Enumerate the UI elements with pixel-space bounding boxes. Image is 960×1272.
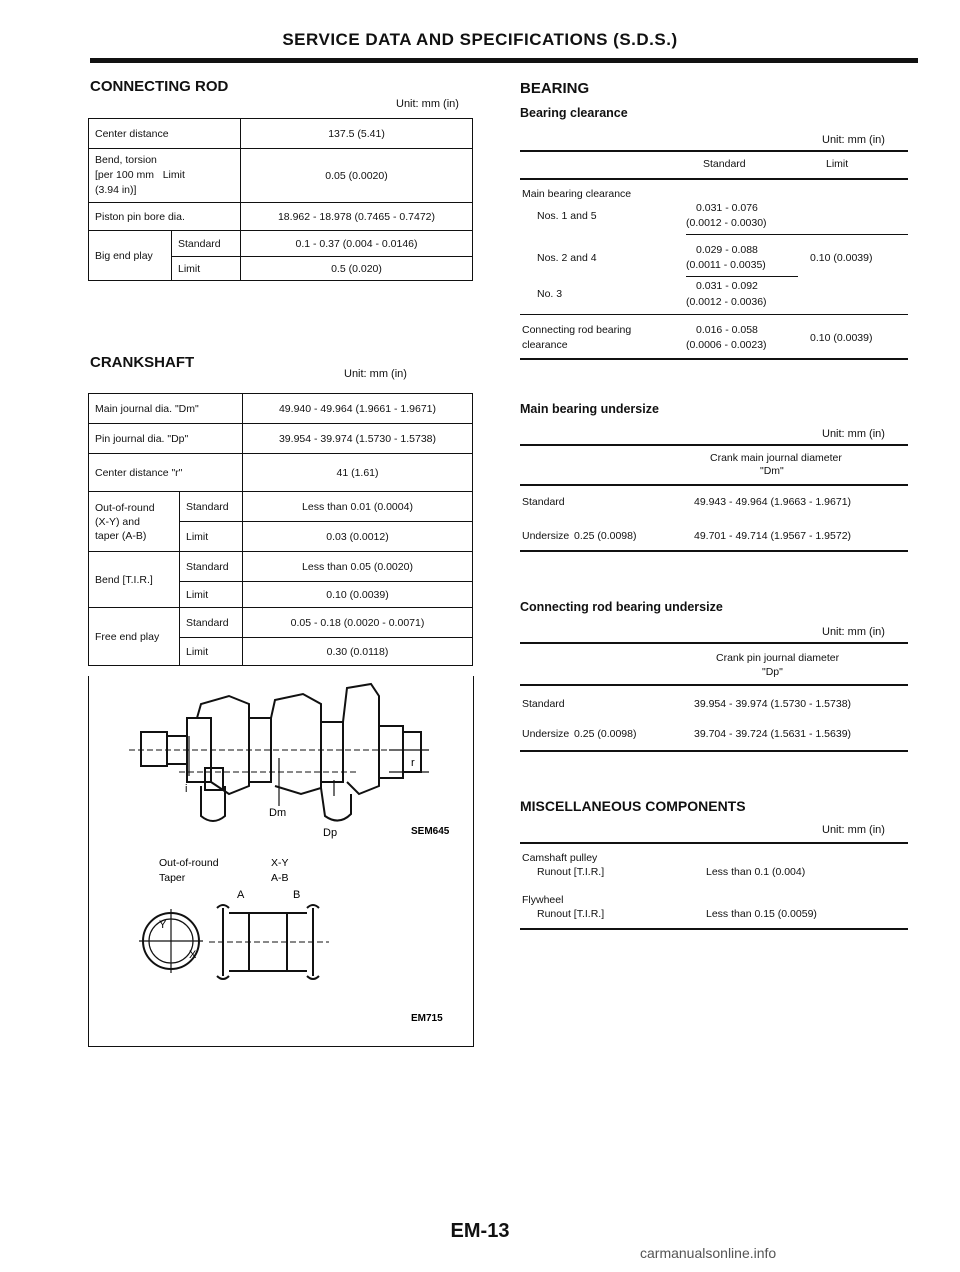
bc-conrod-label1: Connecting rod bearing [522,324,632,336]
fig-taper-value: A-B [271,872,289,884]
cs-oor-label: Out-of-round (X-Y) and taper (A-B) [89,492,180,552]
mu-std-label: Standard [522,496,565,508]
cr-bend-value: 0.05 (0.0020) [241,149,473,203]
cs-free-end-lim-value: 0.30 (0.0118) [243,638,473,666]
fig-r-label: r [411,757,415,769]
cs-bend-lim-value: 0.10 (0.0039) [243,582,473,608]
crankshaft-title: CRANKSHAFT [90,354,195,371]
ru-col2: "Dp" [762,666,783,678]
ru-us-label: Undersize [522,728,570,740]
mu-us-value: 49.701 - 49.714 (1.9567 - 1.9572) [694,530,852,542]
fig-dm-label: Dm [269,807,287,819]
cs-oor-lim-label: Limit [180,522,243,552]
mu-us-size: 0.25 (0.0098) [574,530,637,542]
bc-nos24-v1: 0.029 - 0.088 [696,244,758,256]
misc-flywheel-label2: Runout [T.I.R.] [537,908,605,920]
bc-conrod-v2: (0.0006 - 0.0023) [686,339,767,351]
ru-std-label: Standard [522,698,565,710]
fig-dp-label: Dp [323,827,338,839]
misc-rule-bottom [520,928,908,930]
mu-rule-head [520,484,908,486]
cs-center-distance-value: 41 (1.61) [243,454,473,492]
fig-a-label: A [237,889,245,901]
misc-flywheel-label1: Flywheel [522,894,564,906]
misc-rule-top [520,842,908,844]
cs-main-journal-value: 49.940 - 49.964 (1.9661 - 1.9671) [243,394,473,424]
cr-center-distance-value: 137.5 (5.41) [241,119,473,149]
bc-nos24-limit: 0.10 (0.0039) [810,252,873,264]
mu-rule-top [520,444,908,446]
cr-big-end-std-label: Standard [172,231,241,257]
bc-main-label: Main bearing clearance [522,188,632,200]
fig-x-label: X [189,949,197,961]
misc-camshaft-label1: Camshaft pulley [522,852,598,864]
fig-y-label: Y [159,919,167,931]
page-number: EM-13 [450,1220,510,1242]
fig-taper-label: Taper [159,872,186,884]
misc-flywheel-value: Less than 0.15 (0.0059) [706,908,817,920]
bc-nos24-label: Nos. 2 and 4 [537,252,597,264]
cr-piston-pin-label: Piston pin bore dia. [89,203,241,231]
bc-nos15-label: Nos. 1 and 5 [537,210,597,222]
cr-piston-pin-value: 18.962 - 18.978 (0.7465 - 0.7472) [241,203,473,231]
mu-std-value: 49.943 - 49.964 (1.9663 - 1.9671) [694,496,852,508]
cs-bend-std-label: Standard [180,552,243,582]
cs-pin-journal-value: 39.954 - 39.974 (1.5730 - 1.5738) [243,424,473,454]
cs-free-end-lim-label: Limit [180,638,243,666]
cs-main-journal-label: Main journal dia. "Dm" [89,394,243,424]
bearing-clearance-subtitle: Bearing clearance [520,106,628,120]
mu-us-label: Undersize [522,530,570,542]
bc-col-limit: Limit [826,158,849,170]
cr-big-end-label: Big end play [89,231,172,281]
bc-rule-2 [686,276,798,277]
bc-no3-v1: 0.031 - 0.092 [696,280,758,292]
bc-rule-1 [686,234,908,235]
bc-nos15-v2: (0.0012 - 0.0030) [686,217,767,229]
misc-camshaft-value: Less than 0.1 (0.004) [706,866,806,878]
fig-i-label: i [185,783,188,795]
fig-code1: SEM645 [411,826,450,837]
connecting-rod-table [88,118,473,281]
bc-rule-top [520,150,908,152]
rod-undersize-subtitle: Connecting rod bearing undersize [520,600,723,614]
cs-center-distance-label: Center distance "r" [89,454,243,492]
ru-rule-top [520,642,908,644]
page-header: SERVICE DATA AND SPECIFICATIONS (S.D.S.) [282,30,678,49]
fig-code2: EM715 [411,1013,443,1024]
rod-undersize-unit: Unit: mm (in) [822,626,885,638]
bc-nos15-v1: 0.031 - 0.076 [696,202,758,214]
cr-center-distance-label: Center distance [89,119,241,149]
bc-conrod-limit: 0.10 (0.0039) [810,332,873,344]
cs-bend-lim-label: Limit [180,582,243,608]
fig-oor-label: Out-of-round [159,857,219,869]
mu-col1: Crank main journal diameter [710,452,842,464]
main-undersize-unit: Unit: mm (in) [822,428,885,440]
connecting-rod-unit: Unit: mm (in) [396,98,459,110]
ru-rule-head [520,684,908,686]
bc-rule-3 [520,314,908,315]
bc-rule-bottom [520,358,908,360]
cr-big-end-std-value: 0.1 - 0.37 (0.004 - 0.0146) [241,231,473,257]
bc-nos24-v2: (0.0011 - 0.0035) [686,259,766,271]
cs-bend-std-value: Less than 0.05 (0.0020) [243,552,473,582]
cs-free-end-std-label: Standard [180,608,243,638]
header-rule [90,58,918,63]
ru-rule-bottom [520,750,908,752]
crankshaft-drawing [89,676,473,1046]
fig-oor-value: X-Y [271,857,289,869]
cs-pin-journal-label: Pin journal dia. "Dp" [89,424,243,454]
ru-us-size: 0.25 (0.0098) [574,728,637,740]
cs-oor-std-value: Less than 0.01 (0.0004) [243,492,473,522]
bc-col-standard: Standard [703,158,746,170]
watermark: carmanualsonline.info [640,1245,777,1261]
crankshaft-table [88,393,473,666]
bc-no3-label: No. 3 [537,288,563,300]
cs-free-end-label: Free end play [89,608,180,666]
cs-oor-lim-value: 0.03 (0.0012) [243,522,473,552]
misc-camshaft-label2: Runout [T.I.R.] [537,866,605,878]
ru-us-value: 39.704 - 39.724 (1.5631 - 1.5639) [694,728,852,740]
cs-free-end-std-value: 0.05 - 0.18 (0.0020 - 0.0071) [243,608,473,638]
main-undersize-subtitle: Main bearing undersize [520,402,659,416]
mu-rule-bottom [520,550,908,552]
bc-conrod-v1: 0.016 - 0.058 [696,324,758,336]
misc-unit: Unit: mm (in) [822,824,885,836]
cr-big-end-lim-value: 0.5 (0.020) [241,257,473,281]
bc-no3-v2: (0.0012 - 0.0036) [686,296,767,308]
cr-bend-label: Bend, torsion [per 100 mm Limit (3.94 in)] [89,149,241,203]
fig-b-label: B [293,889,301,901]
bearing-clearance-unit: Unit: mm (in) [822,134,885,146]
mu-col2: "Dm" [760,465,784,477]
bearing-title: BEARING [520,80,590,97]
connecting-rod-title: CONNECTING ROD [90,78,229,95]
cs-oor-std-label: Standard [180,492,243,522]
cr-big-end-lim-label: Limit [172,257,241,281]
ru-std-value: 39.954 - 39.974 (1.5730 - 1.5738) [694,698,852,710]
cs-bend-label: Bend [T.I.R.] [89,552,180,608]
bc-conrod-label2: clearance [522,339,568,351]
crankshaft-figure [88,676,474,1047]
crankshaft-unit: Unit: mm (in) [344,368,407,380]
misc-title: MISCELLANEOUS COMPONENTS [520,798,746,814]
ru-col1: Crank pin journal diameter [716,652,840,664]
bc-rule-head [520,178,908,180]
